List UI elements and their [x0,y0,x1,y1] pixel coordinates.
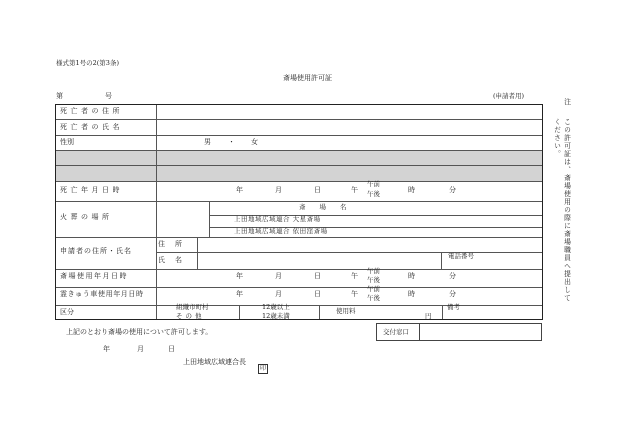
note-label: 注 [562,98,571,106]
gender-female: 女 [251,138,258,146]
permit-table [55,104,543,320]
gender-separator: ・ [228,138,235,146]
death-datetime-label: 死亡年月日時 [60,186,123,194]
gender-label: 性別 [60,138,74,146]
issue-month: 月 [137,345,144,353]
facility-option-1: 上田地域広域連合 大星斎場 [234,215,321,223]
deceased-address-label: 死亡者の住所 [60,107,123,115]
member-municipality: 組織市町村 [176,303,209,311]
use-month: 月 [275,272,282,280]
hearse-minute: 分 [449,290,456,298]
death-day: 日 [314,186,321,194]
use-day: 日 [314,272,321,280]
applicant-address-label: 住所 [158,240,192,248]
reception-window-box [376,323,542,341]
reception-window-label: 交付窓口 [383,328,409,336]
use-year: 年 [236,272,243,280]
copy-type: (申請者用) [493,92,525,100]
use-am: 午前 [367,267,380,275]
issuer-name: 上田地域広域連合長 [183,358,246,366]
hearse-use-label: 霊きゅう車使用年月日時 [60,290,144,298]
shaded-row-2 [56,165,542,181]
age-12-over: 12歳以上 [262,303,290,311]
use-minute: 分 [449,272,456,280]
category-label: 区分 [60,308,74,316]
note-line-2: ください。 [552,118,561,158]
death-pm: 午後 [367,190,380,198]
use-ampm: 午 [351,272,358,280]
hearse-am: 午前 [367,285,380,293]
hearse-pm: 午後 [367,294,380,302]
hearse-hour: 時 [408,290,415,298]
applicant-name-label: 氏名 [158,256,192,264]
hearse-day: 日 [314,290,321,298]
issue-year: 年 [103,345,110,353]
hearse-year: 年 [236,290,243,298]
page-title: 斎場使用許可証 [283,74,332,82]
death-minute: 分 [449,186,456,194]
facility-use-label: 斎場使用年月日時 [60,272,128,280]
form-number: 様式第1号の2(第3条) [56,59,119,67]
death-year: 年 [236,186,243,194]
number-suffix: 号 [105,92,112,100]
cremation-place-label: 火葬の場所 [60,213,113,221]
death-ampm: 午 [351,186,358,194]
death-hour: 時 [408,186,415,194]
deceased-name-label: 死亡者の氏名 [60,123,123,131]
facility-name-header: 斎場名 [299,203,361,211]
gender-male: 男 [204,138,211,146]
note-line-1: この許可証は、斎場使用の際に斎場職員へ提出して [562,118,571,302]
issue-day: 日 [168,345,175,353]
age-12-under: 12歳未満 [262,312,290,320]
death-month: 月 [275,186,282,194]
facility-option-2: 上田地域広域連合 依田窪斎場 [234,227,328,235]
use-hour: 時 [408,272,415,280]
shaded-row-1 [56,150,542,165]
other-municipality: その他 [176,312,205,320]
hearse-ampm: 午 [351,290,358,298]
permit-statement: 上記のとおり斎場の使用について許可します。 [66,328,213,336]
death-am: 午前 [367,180,380,188]
applicant-label: 申請者の住所・氏名 [60,247,132,255]
seal-mark: 印 [260,365,267,372]
remarks-label: 備考 [447,303,460,311]
phone-label: 電話番号 [448,252,474,260]
use-pm: 午後 [367,276,380,284]
fee-label: 使用料 [336,307,356,315]
number-prefix: 第 [56,92,63,100]
hearse-month: 月 [275,290,282,298]
yen-label: 円 [425,312,432,320]
